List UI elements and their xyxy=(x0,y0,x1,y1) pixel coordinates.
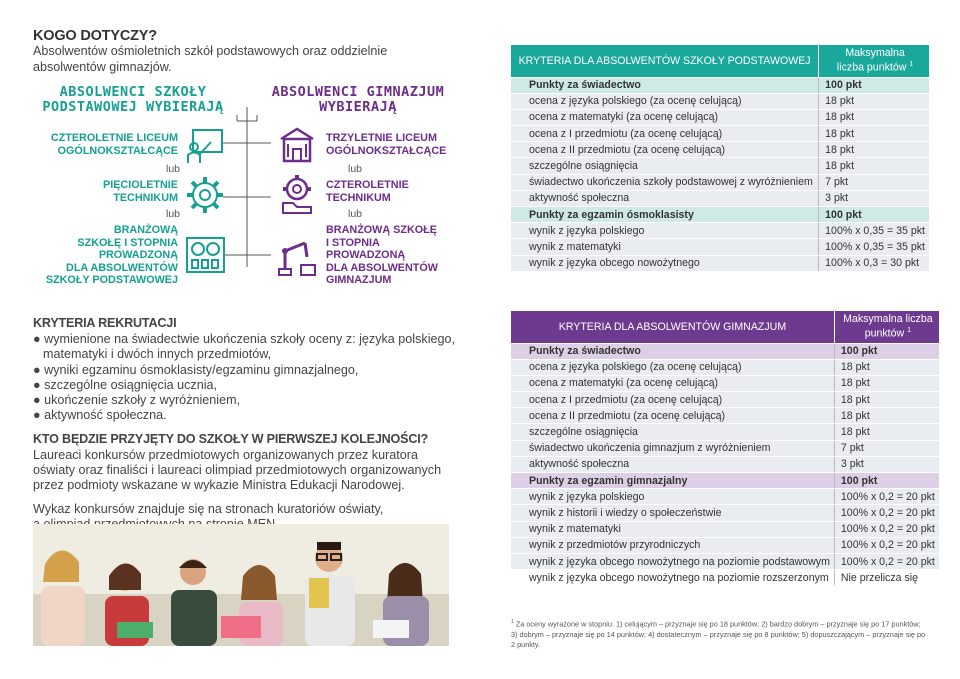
table-row xyxy=(511,521,939,537)
who-text-1: Absolwentów ośmioletnich szkół podstawowych oraz oddzielnie xyxy=(33,44,388,58)
criterion-cell: ocena z języka polskiego (za ocenę celującą) xyxy=(511,359,834,375)
school-building-icon xyxy=(277,125,317,165)
points-cell: 100% x 0,2 = 20 pkt xyxy=(834,553,938,569)
points-cell: 100 pkt xyxy=(819,207,929,223)
who-text-2: absolwentów gimnazjów. xyxy=(33,59,172,74)
criterion-cell: ocena z języka polskiego (za ocenę celującą) xyxy=(511,93,819,109)
left-item-technikum: PIĘCIOLETNIE TECHNIKUM xyxy=(103,179,178,204)
students-photo xyxy=(33,524,449,646)
students-photo-illustration xyxy=(33,524,449,646)
who-heading: KOGO DOTYCZY? xyxy=(33,28,157,44)
table-row xyxy=(511,456,939,472)
criterion-cell: wynik z historii i wiedzy o społeczeństwie xyxy=(511,505,834,521)
table-row xyxy=(511,174,929,190)
points-cell: 100% x 0,2 = 20 pkt xyxy=(834,537,938,553)
right-item-liceum: TRZYLETNIE LICEUM OGÓLNOKSZTAŁCĄCE xyxy=(326,132,447,157)
criterion-cell: wynik z matematyki xyxy=(511,521,834,537)
criterion-cell: ocena z matematyki (za ocenę celującą) xyxy=(511,375,834,391)
criterion-cell: świadectwo ukończenia gimnazjum z wyróżnieniem xyxy=(511,440,834,456)
table-row xyxy=(511,77,929,93)
or-label: lub xyxy=(348,208,363,220)
points-cell: 18 pkt xyxy=(819,142,929,158)
table-row xyxy=(511,223,929,239)
right-diagram-title: ABSOLWENCI GIMNAZJUM WYBIERAJĄ xyxy=(271,84,445,115)
table-row xyxy=(511,158,929,174)
points-cell: 18 pkt xyxy=(834,408,938,424)
criteria-item: ● wymienione na świadectwie ukończenia szkoły oceny z: języka polskiego, xyxy=(33,332,456,347)
left-item-branzowa: BRANŻOWĄ SZKOŁĘ I STOPNIA PROWADZONĄ DLA ABSOLWENTÓW SZKOŁY PODSTAWOWEJ xyxy=(45,224,178,286)
points-cell: 18 pkt xyxy=(819,93,929,109)
criterion-cell: Punkty za egzamin ósmoklasisty xyxy=(511,207,819,223)
criterion-cell: Punkty za świadectwo xyxy=(511,343,834,359)
criteria-item: ● wyniki egzaminu ósmoklasisty/egzaminu gimnazjalnego, xyxy=(33,362,359,377)
criteria-item: ● szczególne osiągnięcia ucznia, xyxy=(33,377,218,392)
table-row xyxy=(511,343,939,359)
table-header-max-points: Maksymalna liczba punktów $^1$ xyxy=(834,311,938,343)
points-cell: 100 pkt xyxy=(834,343,938,359)
table-row xyxy=(511,93,929,109)
points-cell: 100 pkt xyxy=(834,473,938,489)
criterion-cell: wynik z języka polskiego xyxy=(511,223,819,239)
tree-connector xyxy=(223,107,273,267)
priority-heading: KTO BĘDZIE PRZYJĘTY DO SZKOŁY W PIERWSZEJ KOLEJNOŚCI? xyxy=(33,432,429,447)
points-cell: 100% x 0,3 = 30 pkt xyxy=(819,255,929,271)
points-cell: 18 pkt xyxy=(834,359,938,375)
points-cell: 3 pkt xyxy=(819,190,929,206)
footnote: $^1$ Za oceny wyrażone w stopniu: 1) celującym – przyznaje się po 18 punktów; 2) bardzo dobrym – przyznaje się po 17 punktów; 3) dobrym – przyznaje się po 14 punktów; 4) dostatecznym – przyznaje się po 8 punktów; 5) dopuszczającym – przyznaje się po 2 punkty. xyxy=(511,619,926,649)
points-cell: 7 pkt xyxy=(819,174,929,190)
table-row xyxy=(511,440,939,456)
priority-text: oświaty oraz finaliści i laureaci olimpiad przedmiotowych organizowanych xyxy=(33,462,442,477)
table-row xyxy=(511,392,939,408)
table-row xyxy=(511,142,929,158)
points-cell: 7 pkt xyxy=(834,440,938,456)
table-body xyxy=(511,77,929,271)
criterion-cell: ocena z II przedmiotu (za ocenę celującą) xyxy=(511,408,834,424)
points-cell: 18 pkt xyxy=(834,392,938,408)
criterion-cell: wynik z języka obcego nowożytnego na poziomie podstawowym xyxy=(511,553,834,569)
criterion-cell: ocena z I przedmiotu (za ocenę celującą) xyxy=(511,126,819,142)
table-header-max-points: Maksymalna liczba punktów $^1$ xyxy=(819,45,929,77)
criterion-cell: wynik z języka obcego nowożytnego na poziomie rozszerzonym xyxy=(511,570,834,586)
criterion-cell: świadectwo ukończenia szkoły podstawowej z wyróżnieniem xyxy=(511,174,819,190)
right-item-technikum: CZTEROLETNIE TECHNIKUM xyxy=(326,179,409,204)
table-gymnasium xyxy=(511,311,939,586)
points-cell: 18 pkt xyxy=(834,424,938,440)
priority-text: przez podmioty wskazane w wykazie Ministra Edukacji Narodowej. xyxy=(33,478,405,493)
right-item-branzowa: BRANŻOWĄ SZKOŁĘ I STOPNIA PROWADZONĄ DLA ABSOLWENTÓW GIMNAZJUM xyxy=(326,224,438,286)
criteria-section xyxy=(33,316,463,533)
table-row xyxy=(511,424,939,440)
who-section xyxy=(33,28,458,75)
or-label: lub xyxy=(348,163,363,175)
left-item-liceum: CZTEROLETNIE LICEUM OGÓLNOKSZTAŁCĄCE xyxy=(50,132,178,157)
table-row xyxy=(511,109,929,125)
criterion-cell: wynik z przedmiotów przyrodniczych xyxy=(511,537,834,553)
table-row xyxy=(511,126,929,142)
table-row xyxy=(511,408,939,424)
control-panel-icon xyxy=(185,235,227,275)
school-choice-diagram xyxy=(33,85,463,290)
table-row xyxy=(511,505,939,521)
criterion-cell: ocena z II przedmiotu (za ocenę celującą) xyxy=(511,142,819,158)
criterion-cell: wynik z języka obcego nowożytnego xyxy=(511,255,819,271)
criteria-item: matematyki i dwóch innych przedmiotów, xyxy=(43,347,272,362)
table-row xyxy=(511,553,939,569)
table-row xyxy=(511,255,929,271)
criterion-cell: wynik z języka polskiego xyxy=(511,489,834,505)
table-row xyxy=(511,375,939,391)
robot-arm-icon xyxy=(275,235,319,277)
table-row xyxy=(511,190,929,206)
criterion-cell: Punkty za świadectwo xyxy=(511,77,819,93)
points-cell: 18 pkt xyxy=(819,126,929,142)
criterion-cell: aktywność społeczna xyxy=(511,190,819,206)
points-cell: 100% x 0,2 = 20 pkt xyxy=(834,521,938,537)
points-cell: 100% x 0,2 = 20 pkt xyxy=(834,489,938,505)
criteria-heading: KRYTERIA REKRUTACJI xyxy=(33,316,177,330)
points-cell: 100% x 0,2 = 20 pkt xyxy=(834,505,938,521)
left-diagram-title: ABSOLWENCI SZKOŁY PODSTAWOWEJ WYBIERAJĄ xyxy=(42,84,224,115)
table-primary-school xyxy=(511,45,929,272)
criterion-cell: szczególne osiągnięcia xyxy=(511,158,819,174)
table-header xyxy=(511,311,939,343)
table-row xyxy=(511,207,929,223)
criteria-item: ● ukończenie szkoły z wyróżnieniem, xyxy=(33,393,241,408)
criterion-cell: wynik z matematyki xyxy=(511,239,819,255)
table-header-criteria: KRYTERIA DLA ABSOLWENTÓW SZKOŁY PODSTAWOWEJ xyxy=(511,45,819,77)
table-row xyxy=(511,359,939,375)
table-header-criteria: KRYTERIA DLA ABSOLWENTÓW GIMNAZJUM xyxy=(511,311,834,343)
gear-hand-icon xyxy=(277,173,317,215)
points-cell: Nie przelicza się xyxy=(834,570,938,586)
or-label: lub xyxy=(166,163,181,175)
priority-text-2: Wykaz konkursów znajduje się na stronach kuratoriów oświaty, xyxy=(33,502,384,517)
criteria-item: ● aktywność społeczna. xyxy=(33,408,167,423)
criterion-cell: Punkty za egzamin gimnazjalny xyxy=(511,473,834,489)
points-cell: 100% x 0,35 = 35 pkt xyxy=(819,239,929,255)
criterion-cell: szczególne osiągnięcia xyxy=(511,424,834,440)
points-cell: 18 pkt xyxy=(819,158,929,174)
table-header xyxy=(511,45,929,77)
points-cell: 100 pkt xyxy=(819,77,929,93)
points-cell: 3 pkt xyxy=(834,456,938,472)
criterion-cell: aktywność społeczna xyxy=(511,456,834,472)
table-row xyxy=(511,473,939,489)
table-row xyxy=(511,537,939,553)
teacher-board-icon xyxy=(185,127,225,165)
table-row xyxy=(511,489,939,505)
criterion-cell: ocena z I przedmiotu (za ocenę celującą) xyxy=(511,392,834,408)
table-body xyxy=(511,343,939,586)
criterion-cell: ocena z matematyki (za ocenę celującą) xyxy=(511,109,819,125)
table-row xyxy=(511,570,939,586)
points-cell: 100% x 0,35 = 35 pkt xyxy=(819,223,929,239)
points-cell: 18 pkt xyxy=(819,109,929,125)
or-label: lub xyxy=(166,208,181,220)
table-row xyxy=(511,239,929,255)
gear-icon xyxy=(185,175,225,215)
priority-text: Laureaci konkursów przedmiotowych organizowanych przez kuratora xyxy=(33,447,418,462)
points-cell: 18 pkt xyxy=(834,375,938,391)
